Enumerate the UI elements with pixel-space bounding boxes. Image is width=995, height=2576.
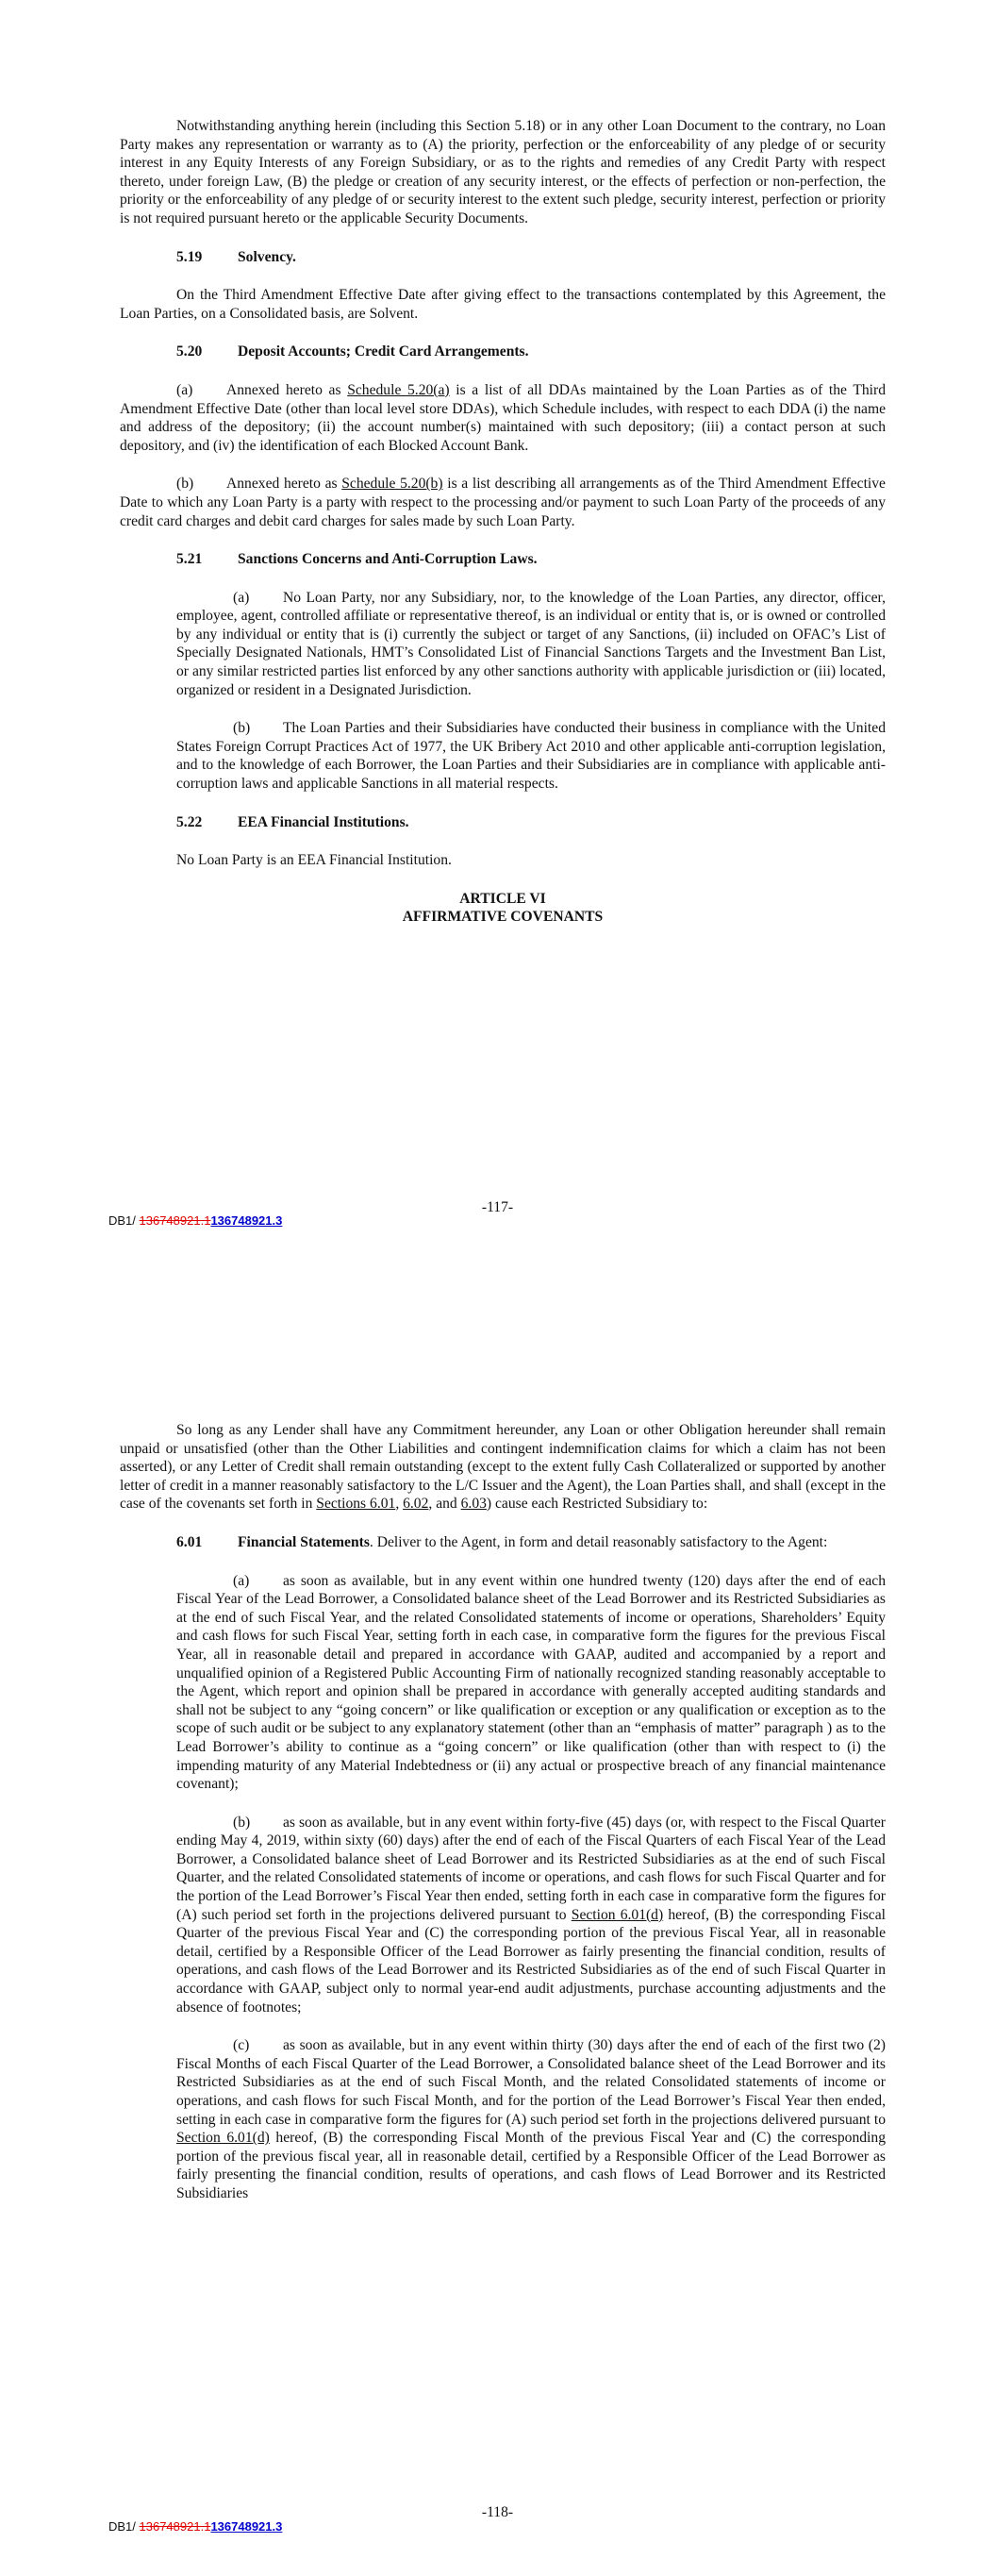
section-5-18-closing-paragraph: Notwithstanding anything herein (including this Section 5.18) or in any other Loan Document to the contrary, no Loan Party makes any representation or warranty as to (A) the priority, perfection or the enforceability of any pledge of or security interest in any Equity Interests of any Foreign Subsidiary, or as to the rights and remedies of any Credit Party with respect thereto, under foreign Law, (B) the pledge or creation of any security interest, or the effects of perfection or non-perfection, the priority or the enforceability of any pledge of or security interest to the extent such pledge, security interest, perfection or priority is not required pursuant hereto or the applicable Security Documents. xyxy=(120,118,886,226)
section-6-01-b: (b) as soon as available, but in any event within forty-five (45) days (or, with respect to the Fiscal Quarter ending May 4, 2019, within sixty (60) days) after the end of each of the Fiscal Quarters of each Fiscal Year of the Lead Borrower, a Consolidated balance sheet of Lead Borrower and its Restricted Subsidiaries as at the end of such Fiscal Quarter, and the related Consolidated statements of income or operations, and cash flows for such Fiscal Quarter and for the portion of the Lead Borrower’s Fiscal Year then ended, setting forth in each case in comparative form the figures for (A) such period set forth in the projections delivered pursuant to Section 6.01(d) hereof, (B) the corresponding Fiscal Quarter of the previous Fiscal Year and (C) the corresponding portion of the previous Fiscal Year, all in reasonable detail, certified by a Responsible Officer of the Lead Borrower as fairly presenting the financial condition, results of operations, and cash flows of the Lead Borrower and its Restricted Subsidiaries as of the end of such Fiscal Quarter in accordance with GAAP, subject only to normal year-end audit adjustments, purchase accounting adjustments and the absence of footnotes; xyxy=(176,1814,886,2016)
section-5-21-b: (b) The Loan Parties and their Subsidiaries have conducted their business in compliance with the United States Foreign Corrupt Practices Act of 1977, the UK Bribery Act 2010 and other applicable anti-corruption legislation, and to the knowledge of each Borrower, the Loan Parties and their Subsidiaries are in compliance with applicable anti-corruption laws and applicable Sanctions in all material respects. xyxy=(176,720,886,793)
schedule-5-20-a-link[interactable]: Schedule 5.20(a) xyxy=(347,381,450,398)
page-118 xyxy=(0,1288,995,2576)
section-6-03-link[interactable]: 6.03 xyxy=(460,1496,487,1513)
inserted-doc-id: 136748921.3 xyxy=(210,2519,283,2534)
document-id-footer: DB1/ 136748921.1136748921.3 xyxy=(108,2519,283,2534)
section-6-01-c: (c) as soon as available, but in any event within thirty (30) days after the end of each of the first two (2) Fiscal Months of each Fiscal Quarter of the Lead Borrower, a Consolidated balance sheet of the Lead Borrower and its Restricted Subsidiaries as at the end of such Fiscal Month, and the related Consolidated statements of income or operations, and cash flows for such Fiscal Month, and for the portion of the Lead Borrower’s Fiscal Year then ended, setting in each case in comparative form the figures for (A) such period set forth in the projections delivered pursuant to Section 6.01(d) hereof, (B) the corresponding Fiscal Month of the previous Fiscal Year and (C) the corresponding portion of the previous fiscal year, all in reasonable detail, certified by a Responsible Officer of the Lead Borrower as fairly presenting the financial condition, results of operations, and cash flows of Lead Borrower and its Restricted Subsidiaries xyxy=(176,2037,886,2201)
section-5-19-heading: 5.19 Solvency. xyxy=(176,248,296,265)
section-5-21-heading: 5.21 Sanctions Concerns and Anti-Corruption Laws. xyxy=(176,551,538,568)
section-5-22-heading: 5.22 EEA Financial Institutions. xyxy=(176,813,409,830)
document-id-footer: DB1/ 136748921.1136748921.3 xyxy=(108,1213,283,1228)
section-6-01-heading: 6.01 Financial Statements. Deliver to the Agent, in form and detail reasonably satisfactory to the Agent: xyxy=(176,1533,828,1550)
article-vi-intro: So long as any Lender shall have any Commitment hereunder, any Loan or other Obligation hereunder shall remain unpaid or unsatisfied (other than the Other Liabilities and contingent indemnification claims for which a claim has not been asserted), or any Letter of Credit shall remain outstanding (except to the extent fully Cash Collateralized or supported by another letter of credit in a manner reasonably satisfactory to the L/C Issuer and the Agent), the Loan Parties shall, and shall (except in the case of the covenants set forth in Sections 6.01, 6.02, and 6.03) cause each Restricted Subsidiary to: xyxy=(120,1422,886,1513)
section-5-20-a: (a) Annexed hereto as Schedule 5.20(a) is a list of all DDAs maintained by the Loan Parties as of the Third Amendment Effective Date (other than local level store DDAs), which Schedule includes, with respect to each DDA (i) the name and address of the depository; (ii) the account number(s) maintained with such depository; (iii) a contact person at such depository, and (iv) the identification of each Blocked Account Bank. xyxy=(120,381,886,454)
section-5-20-heading: 5.20 Deposit Accounts; Credit Card Arrangements. xyxy=(176,343,529,360)
page-117-body xyxy=(120,117,886,927)
page-number: -117- xyxy=(481,1199,514,1215)
section-6-01-d-link[interactable]: Section 6.01(d) xyxy=(571,1906,664,1923)
page-number: -118- xyxy=(481,2504,514,2520)
section-5-20-b: (b) Annexed hereto as Schedule 5.20(b) is a list describing all arrangements as of the Third Amendment Effective Date to which any Loan Party is a party with respect to the processing and/or payment to such Loan Party of the proceeds of any credit card charges and debit card charges for sales made by such Loan Party. xyxy=(120,476,886,529)
article-vi-title: AFFIRMATIVE COVENANTS xyxy=(402,909,604,926)
article-vi-number: ARTICLE VI xyxy=(459,890,546,907)
page-118-body xyxy=(120,1421,886,2203)
section-6-01-d-link[interactable]: Section 6.01(d) xyxy=(176,2130,270,2147)
section-5-21-a: (a) No Loan Party, nor any Subsidiary, nor, to the knowledge of the Loan Parties, any director, officer, employee, agent, controlled affiliate or representative thereof, is an individual or entity that is, or is owned or controlled by any individual or entity that is (i) currently the subject or target of any Sanctions, (ii) included on OFAC’s List of Specially Designated Nationals, HMT’s Consolidated List of Financial Sanctions Targets and the Investment Ban List, or any similar restricted parties list enforced by any other sanctions authority with applicable jurisdiction or (iii) located, organized or resident in a Designated Jurisdiction. xyxy=(176,589,886,698)
inserted-doc-id: 136748921.3 xyxy=(210,1213,283,1228)
deleted-doc-id: 136748921.1 xyxy=(139,2519,211,2534)
section-6-01-link[interactable]: Sections 6.01 xyxy=(316,1496,396,1513)
deleted-doc-id: 136748921.1 xyxy=(139,1213,211,1228)
section-6-01-a: (a) as soon as available, but in any event within one hundred twenty (120) days after the end of each Fiscal Year of the Lead Borrower, a Consolidated balance sheet of the Lead Borrower and its Restricted Subsidiaries as at the end of such Fiscal Year, and the related Consolidated statements of income or operations, Shareholders’ Equity and cash flows for such Fiscal Year, setting forth in each case, in comparative form the figures for the previous Fiscal Year, all in reasonable detail and prepared in accordance with GAAP, audited and accompanied by a report and unqualified opinion of a Registered Public Accounting Firm of nationally recognized standing reasonably acceptable to the Agent, which report and opinion shall be prepared in accordance with generally accepted auditing standards and shall not be subject to any “going concern” or like qualification or exception or any qualification or exception as to the scope of such audit or be subject to any explanatory statement (other than an “emphasis of matter” paragraph ) as to the Lead Borrower’s ability to continue as a “going concern” or like qualification (other than with respect to (i) the impending maturity of any Material Indebtedness or (ii) any actual or prospective breach of any financial maintenance covenant); xyxy=(176,1572,886,1793)
section-5-19-text: On the Third Amendment Effective Date after giving effect to the transactions contemplated by this Agreement, the Loan Parties, on a Consolidated basis, are Solvent. xyxy=(120,287,886,322)
schedule-5-20-b-link[interactable]: Schedule 5.20(b) xyxy=(341,476,443,493)
section-5-22-text: No Loan Party is an EEA Financial Institution. xyxy=(176,852,452,869)
section-6-02-link[interactable]: 6.02 xyxy=(403,1496,429,1513)
